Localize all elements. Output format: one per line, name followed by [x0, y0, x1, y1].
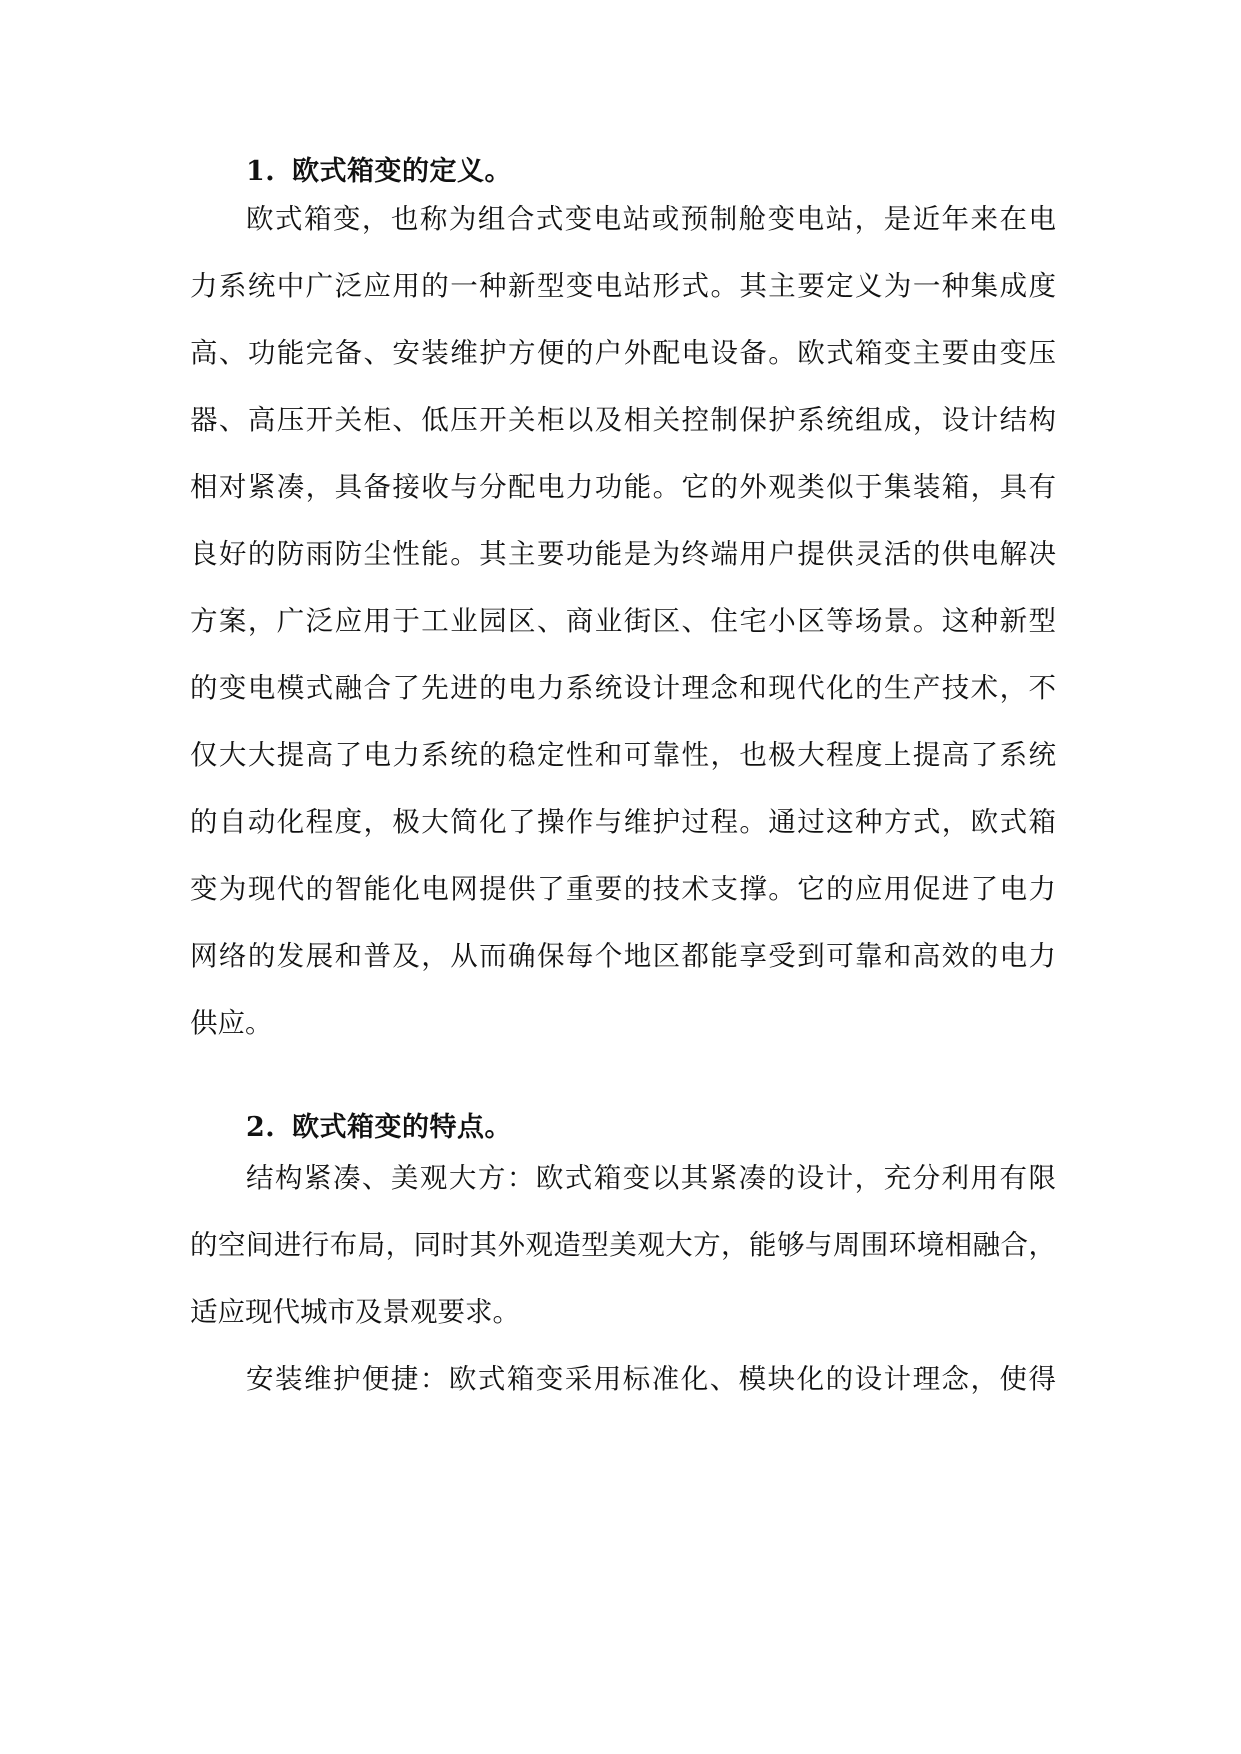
paragraph-line: 的空间进行布局，同时其外观造型美观大方，能够与周围环境相融合， [190, 1229, 1056, 1261]
paragraph-line: 相对紧凑，具备接收与分配电力功能。它的外观类似于集装箱，具有 [190, 471, 1056, 503]
section-2-title: 欧式箱变的特点。 [292, 1112, 512, 1143]
paragraph-line: 高、功能完备、安装维护方便的户外配电设备。欧式箱变主要由变压 [190, 337, 1056, 369]
paragraph-line: 结构紧凑、美观大方：欧式箱变以其紧凑的设计，充分利用有限 [246, 1162, 1056, 1194]
paragraph-line: 方案，广泛应用于工业园区、商业街区、住宅小区等场景。这种新型 [190, 605, 1056, 637]
paragraph-line: 供应。 [190, 1007, 273, 1039]
section-1-number: 1. [246, 156, 276, 187]
paragraph-line: 仅大大提高了电力系统的稳定性和可靠性，也极大程度上提高了系统 [190, 739, 1056, 771]
section-1-heading [246, 152, 512, 192]
section-2-number: 2. [246, 1112, 276, 1143]
paragraph-line: 力系统中广泛应用的一种新型变电站形式。其主要定义为一种集成度 [190, 270, 1056, 302]
section-2-heading [246, 1108, 512, 1148]
paragraph-line: 变为现代的智能化电网提供了重要的技术支撑。它的应用促进了电力 [190, 873, 1056, 905]
paragraph-line: 的自动化程度，极大简化了操作与维护过程。通过这种方式，欧式箱 [190, 806, 1056, 838]
paragraph-line: 良好的防雨防尘性能。其主要功能是为终端用户提供灵活的供电解决 [190, 538, 1056, 570]
paragraph-line: 的变电模式融合了先进的电力系统设计理念和现代化的生产技术，不 [190, 672, 1056, 704]
paragraph-line: 适应现代城市及景观要求。 [190, 1296, 520, 1328]
section-1-title: 欧式箱变的定义。 [292, 156, 512, 187]
paragraph-line: 网络的发展和普及，从而确保每个地区都能享受到可靠和高效的电力 [190, 940, 1056, 972]
paragraph-line: 欧式箱变，也称为组合式变电站或预制舱变电站，是近年来在电 [246, 203, 1056, 235]
paragraph-line: 器、高压开关柜、低压开关柜以及相关控制保护系统组成，设计结构 [190, 404, 1056, 436]
paragraph-line: 安装维护便捷：欧式箱变采用标准化、模块化的设计理念，使得 [246, 1363, 1056, 1395]
